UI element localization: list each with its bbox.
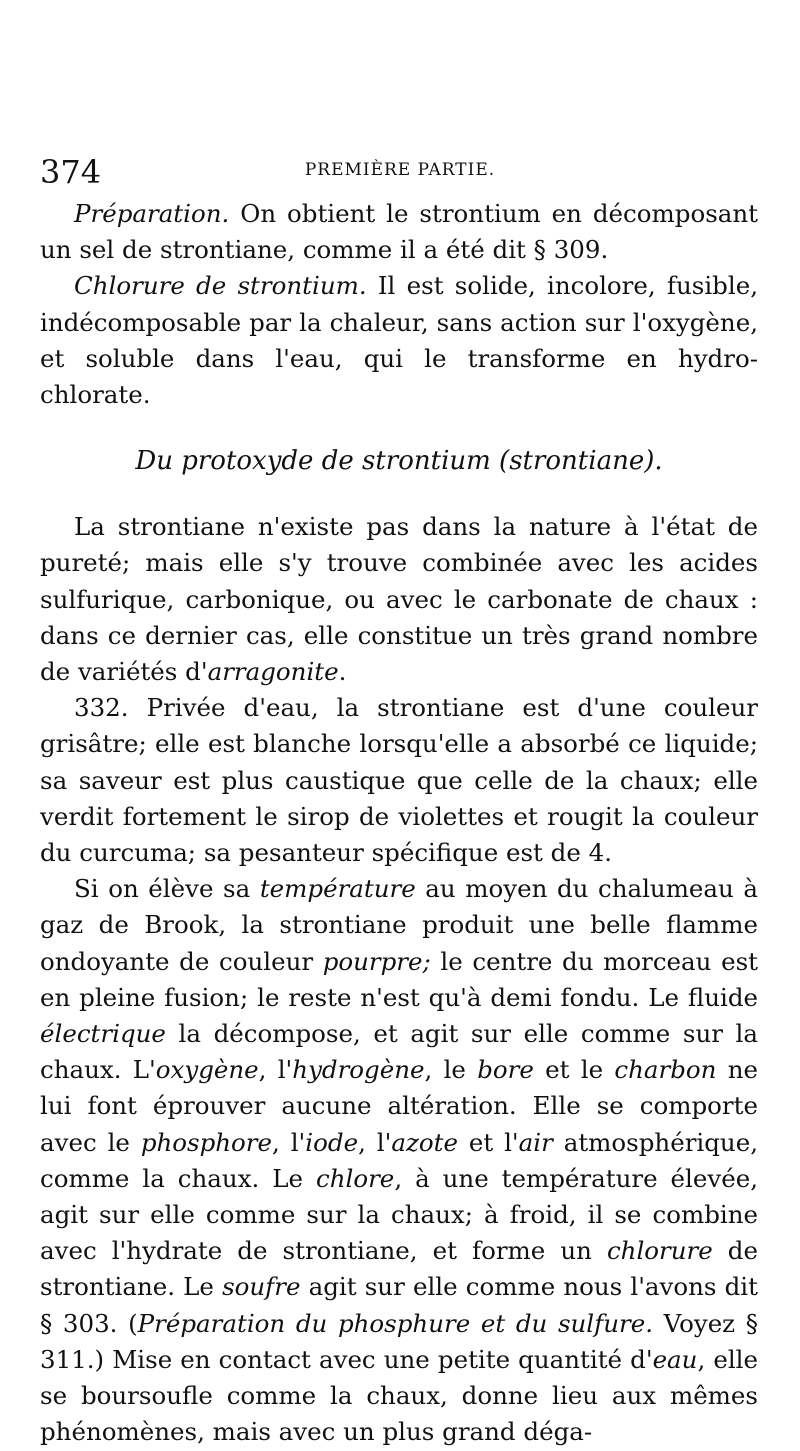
italic-term: arragonite bbox=[207, 657, 339, 687]
italic-term: bore bbox=[477, 1055, 534, 1085]
text-run: , l' bbox=[272, 1127, 306, 1157]
text-run: de strontiane. Le bbox=[40, 1236, 758, 1302]
italic-term: température bbox=[259, 874, 416, 904]
paragraph-text: . bbox=[338, 657, 347, 687]
text-run: atmosphérique, comme la chaux. Le bbox=[40, 1127, 758, 1193]
italic-term: hydrogène bbox=[292, 1055, 425, 1085]
italic-term: azote bbox=[391, 1127, 458, 1157]
text-run: Voyez § 311.) Mise en contact avec une petite quantité d' bbox=[40, 1308, 758, 1374]
text-run: Si on élève sa bbox=[74, 874, 260, 904]
paragraph-text: 332. Privée d'eau, la strontiane est d'une couleur grisâtre; elle est blanche lorsqu'elle a absorbé ce liquide; sa saveur est plus caustique que celle de la chaux; elle verdit fortement le sirop de violettes et rougit la couleur du curcuma; sa pesanteur spécifique est de 4. bbox=[40, 693, 758, 868]
italic-term: chlore bbox=[316, 1163, 395, 1193]
paragraph-text: La strontiane n'existe pas dans la nature à l'état de pureté; mais elle s'y trouve combinée avec les acides sulfurique, carbonique, ou avec le carbonate de chaux : dans ce dernier cas, elle constitue un très grand nombre de variétés d' bbox=[40, 512, 758, 687]
page-number: 374 bbox=[40, 153, 102, 191]
text-run: , l' bbox=[258, 1055, 293, 1085]
runin-heading-chlorure: Chlorure de strontium. bbox=[74, 271, 367, 301]
text-run: , à une température élevée, agit sur elle comme sur la chaux; à froid, il se combine avec l'hydrate de strontiane, et forme un bbox=[40, 1163, 758, 1266]
text-run: agit sur elle comme nous l'avons dit § 303. ( bbox=[40, 1272, 758, 1338]
italic-term: oxygène bbox=[155, 1055, 259, 1085]
italic-term: air bbox=[518, 1127, 553, 1157]
text-run: , le bbox=[424, 1055, 478, 1085]
paragraph-text: On obtient le strontium en décomposant un sel de strontiane, comme il a été dit § 309. bbox=[40, 199, 758, 265]
text-run: et l' bbox=[457, 1127, 519, 1157]
text-run: , elle se boursoufle comme la chaux, donne lieu aux mêmes phénomènes, mais avec un plus grand déga- bbox=[40, 1344, 758, 1447]
paragraph-temperature bbox=[40, 871, 758, 1450]
italic-term: eau bbox=[652, 1344, 698, 1374]
text-run: ne lui font éprouver aucune altération. Elle se comporte avec le bbox=[40, 1055, 758, 1157]
paragraph-preparation bbox=[40, 196, 758, 268]
paragraph-strontiane-nature bbox=[40, 509, 758, 690]
italic-term: pourpre; bbox=[322, 946, 431, 976]
paragraph-332 bbox=[40, 690, 758, 871]
paragraph-text: Il est solide, incolore, fusible, indécomposable par la chaleur, sans action sur l'oxygène, et soluble dans l'eau, qui le transforme en hydro-chlorate. bbox=[40, 271, 758, 410]
italic-term: Préparation du phosphure et du sulfure. bbox=[137, 1308, 653, 1338]
italic-term: soufre bbox=[222, 1272, 301, 1302]
page-header bbox=[40, 152, 760, 196]
section-title: Du protoxyde de strontium (strontiane). bbox=[135, 446, 663, 477]
italic-term: phosphore bbox=[140, 1127, 273, 1157]
paragraph-chlorure bbox=[40, 268, 758, 413]
runin-heading-preparation: Préparation. bbox=[74, 199, 230, 228]
italic-term: électrique bbox=[40, 1019, 166, 1049]
italic-term: charbon bbox=[614, 1055, 717, 1085]
text-run: , l' bbox=[358, 1127, 392, 1157]
text-run: la décompose, et agit sur elle comme sur la chaux. L' bbox=[40, 1019, 758, 1085]
italic-term: chlorure bbox=[606, 1236, 713, 1266]
text-run: au moyen du chalumeau à gaz de Brook, la strontiane produit une belle flamme ondoyante de couleur bbox=[40, 874, 759, 976]
italic-term: iode bbox=[305, 1127, 359, 1157]
text-run: le centre du morceau est en pleine fusion; le reste n'est qu'à demi fondu. Le fluide bbox=[40, 946, 758, 1012]
page-body bbox=[40, 196, 758, 1451]
running-head: PREMIÈRE PARTIE. bbox=[304, 160, 496, 180]
text-run: et le bbox=[533, 1055, 615, 1085]
